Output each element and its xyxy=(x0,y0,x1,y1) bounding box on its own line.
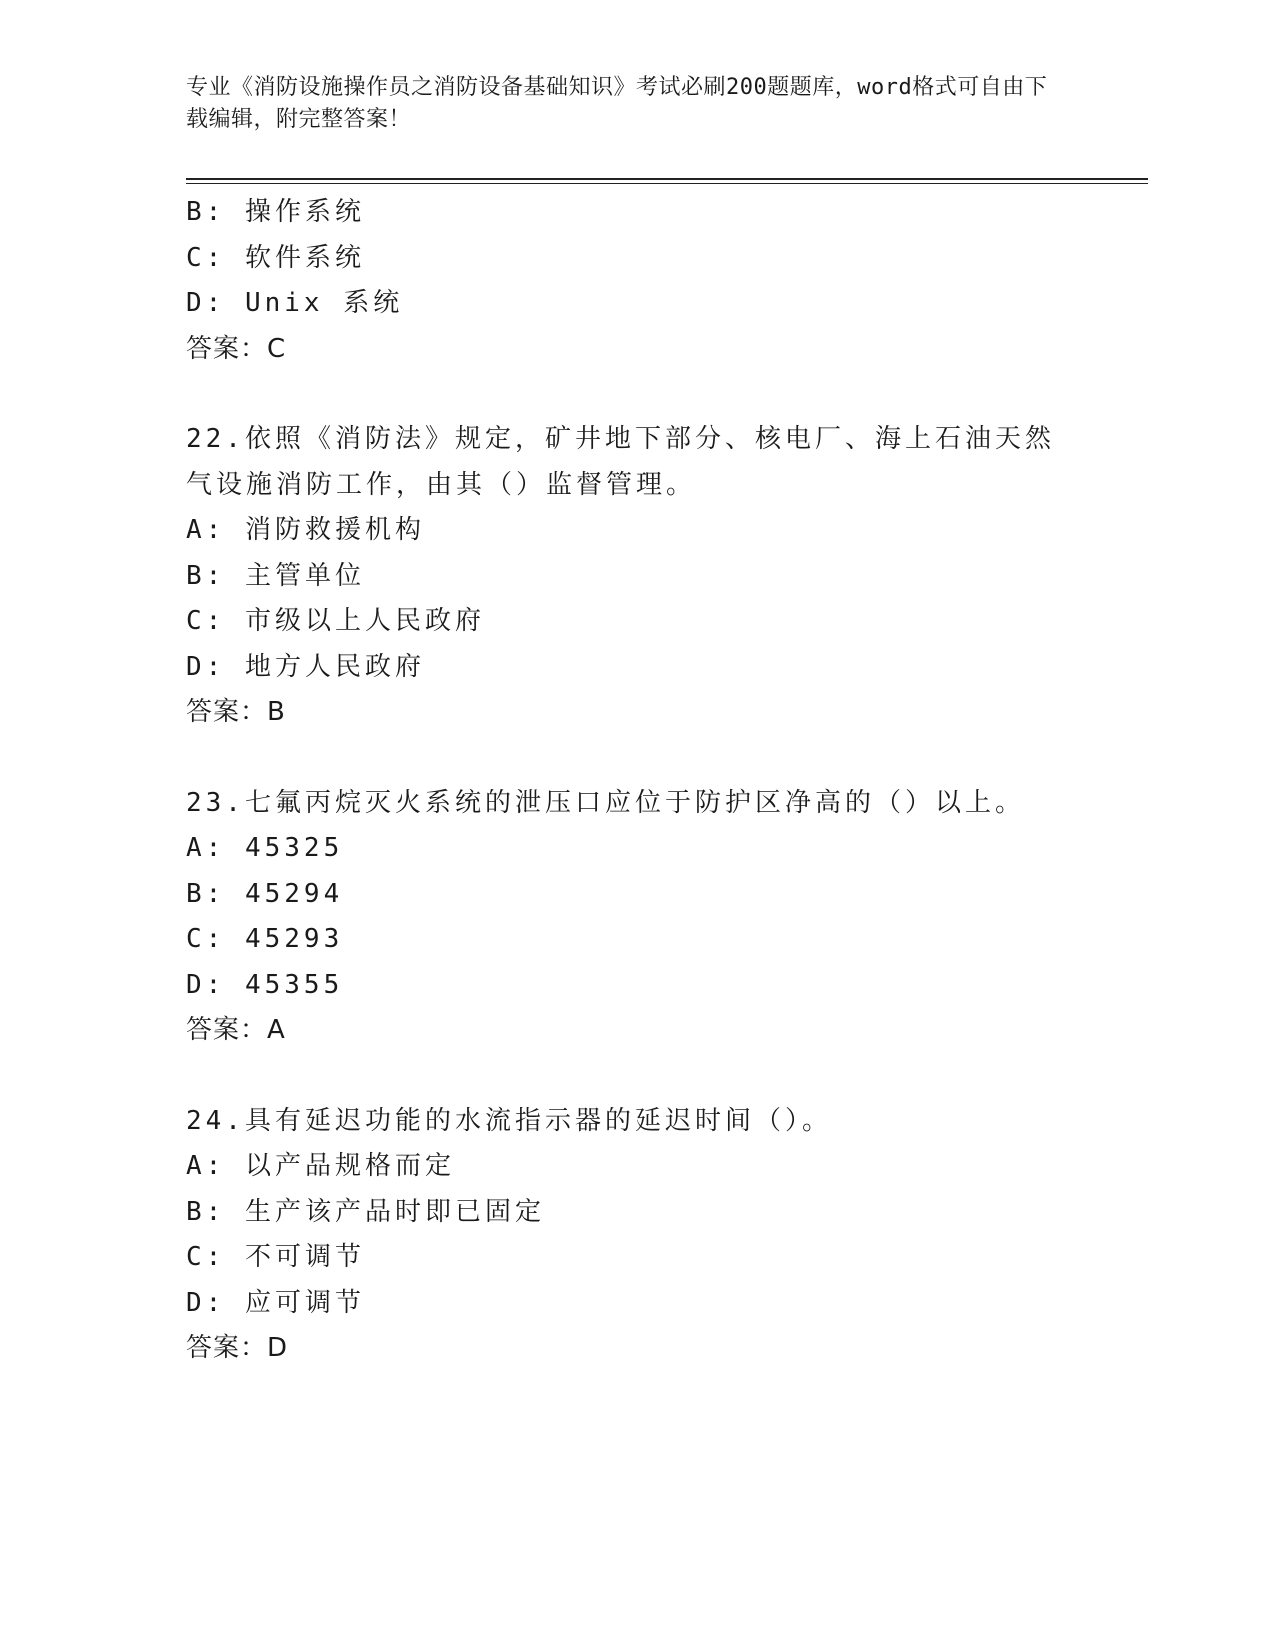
option-b: B: 主管单位 xyxy=(186,560,365,591)
option-b: B: 45294 xyxy=(186,878,344,909)
header-divider xyxy=(186,178,1148,180)
question-22 xyxy=(186,417,1086,736)
answer-line: 答案：C xyxy=(186,333,287,364)
option-a: A: 以产品规格而定 xyxy=(186,1151,455,1181)
question-text: 23.七氟丙烷灭火系统的泄压口应位于防护区净高的（）以上。 xyxy=(186,787,1025,818)
option-d: D: Unix 系统 xyxy=(186,288,404,318)
question-text: 24.具有延迟功能的水流指示器的延迟时间（）。 xyxy=(186,1105,832,1136)
question-23 xyxy=(186,781,1086,1054)
answer-line: 答案：D xyxy=(186,1333,289,1363)
option-a: A: 消防救援机构 xyxy=(186,515,425,545)
answer-line: 答案：B xyxy=(186,697,286,727)
carryover-question xyxy=(186,190,1086,372)
option-d: D: 45355 xyxy=(186,969,344,1000)
page-header: 专业《消防设施操作员之消防设备基础知识》考试必刷200题题库，word格式可自由下载编辑，附完整答案！ xyxy=(186,75,1048,132)
option-b: B: 操作系统 xyxy=(186,197,365,227)
question-text: 22.依照《消防法》规定，矿井地下部分、核电厂、海上石油天然气设施消防工作，由其（）监督管理。 xyxy=(186,424,1055,500)
option-d: D: 应可调节 xyxy=(186,1287,365,1318)
option-b: B: 生产该产品时即已固定 xyxy=(186,1196,545,1227)
header-divider-thin xyxy=(186,183,1148,184)
option-d: D: 地方人民政府 xyxy=(186,651,425,682)
option-c: C: 软件系统 xyxy=(186,242,365,273)
option-c: C: 不可调节 xyxy=(186,1242,365,1272)
option-c: C: 市级以上人民政府 xyxy=(186,606,485,636)
question-24 xyxy=(186,1099,1086,1372)
answer-line: 答案：A xyxy=(186,1015,286,1045)
question-list xyxy=(186,190,1086,1372)
option-a: A: 45325 xyxy=(186,833,344,863)
option-c: C: 45293 xyxy=(186,924,344,954)
